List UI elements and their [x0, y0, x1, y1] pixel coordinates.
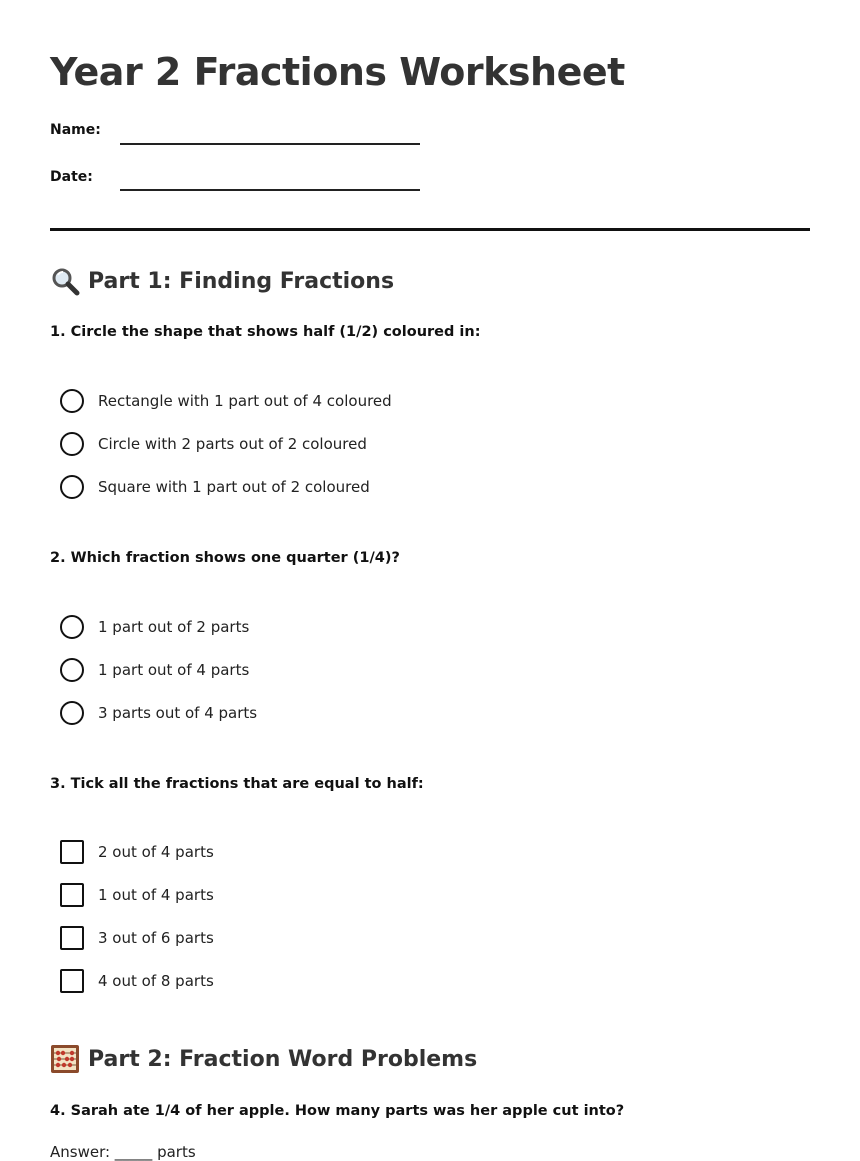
question-1: 1. Circle the shape that shows half (1/2) coloured in:	[50, 324, 481, 340]
question-3: 3. Tick all the fractions that are equal to half:	[50, 776, 424, 792]
option-label: 1 part out of 4 parts	[98, 661, 250, 679]
answer-line: Answer: _____ parts	[50, 1143, 196, 1161]
option-label: Rectangle with 1 part out of 4 coloured	[98, 392, 392, 410]
q3-option[interactable]	[60, 883, 214, 907]
q1-option[interactable]	[60, 475, 370, 499]
option-label: Square with 1 part out of 2 coloured	[98, 478, 370, 496]
question-4: 4. Sarah ate 1/4 of her apple. How many parts was her apple cut into?	[50, 1103, 625, 1119]
q3-option[interactable]	[60, 840, 214, 864]
section-heading-text: Part 2: Fraction Word Problems	[88, 1046, 478, 1072]
q1-option[interactable]	[60, 432, 367, 456]
date-field[interactable]	[120, 189, 420, 191]
page-title: Year 2 Fractions Worksheet	[50, 50, 625, 94]
q2-option[interactable]	[60, 615, 249, 639]
section-heading-part1	[50, 266, 394, 296]
radio-button[interactable]	[60, 658, 84, 682]
checkbox[interactable]	[60, 840, 84, 864]
option-label: 2 out of 4 parts	[98, 843, 214, 861]
option-label: 1 out of 4 parts	[98, 886, 214, 904]
option-label: 1 part out of 2 parts	[98, 618, 250, 636]
radio-button[interactable]	[60, 475, 84, 499]
q3-option[interactable]	[60, 926, 214, 950]
date-label: Date:	[50, 169, 93, 185]
name-field[interactable]	[120, 143, 420, 145]
checkbox[interactable]	[60, 926, 84, 950]
checkbox[interactable]	[60, 969, 84, 993]
name-label: Name:	[50, 122, 101, 138]
option-label: 4 out of 8 parts	[98, 972, 214, 990]
checkbox[interactable]	[60, 883, 84, 907]
abacus-icon	[50, 1044, 80, 1074]
radio-button[interactable]	[60, 701, 84, 725]
radio-button[interactable]	[60, 389, 84, 413]
section-heading-text: Part 1: Finding Fractions	[88, 268, 395, 294]
question-2: 2. Which fraction shows one quarter (1/4)?	[50, 550, 400, 566]
magnifying-glass-icon	[50, 266, 80, 296]
q1-option[interactable]	[60, 389, 392, 413]
q2-option[interactable]	[60, 658, 249, 682]
option-label: 3 out of 6 parts	[98, 929, 214, 947]
header-divider	[50, 228, 810, 231]
option-label: Circle with 2 parts out of 2 coloured	[98, 435, 367, 453]
radio-button[interactable]	[60, 615, 84, 639]
q2-option[interactable]	[60, 701, 257, 725]
q3-option[interactable]	[60, 969, 214, 993]
option-label: 3 parts out of 4 parts	[98, 704, 258, 722]
section-heading-part2	[50, 1044, 477, 1074]
radio-button[interactable]	[60, 432, 84, 456]
